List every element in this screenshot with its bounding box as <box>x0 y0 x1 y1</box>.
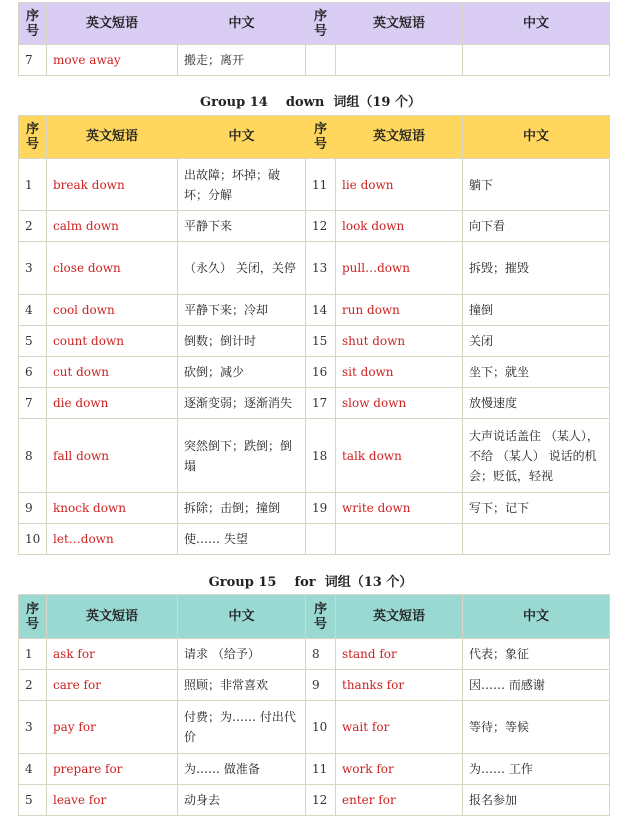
row-number: 4 <box>19 295 47 326</box>
chinese-meaning: 坐下；就坐 <box>463 357 610 388</box>
row-number <box>306 524 336 555</box>
table-row <box>19 357 610 388</box>
group-15-table <box>18 594 610 816</box>
chinese-meaning: 代表；象征 <box>463 639 610 670</box>
english-phrase: thanks for <box>336 670 463 701</box>
english-phrase: pay for <box>47 701 178 754</box>
table-row <box>19 295 610 326</box>
chinese-meaning: 放慢速度 <box>463 388 610 419</box>
row-number: 10 <box>306 701 336 754</box>
english-phrase: break down <box>47 159 178 211</box>
chinese-meaning: 搬走；离开 <box>178 45 306 76</box>
english-phrase: enter for <box>336 785 463 816</box>
group-14-table <box>18 115 610 555</box>
english-phrase: lie down <box>336 159 463 211</box>
chinese-meaning: 关闭 <box>463 326 610 357</box>
english-phrase: stand for <box>336 639 463 670</box>
english-phrase: cut down <box>47 357 178 388</box>
english-phrase: work for <box>336 754 463 785</box>
table-row <box>19 242 610 295</box>
header-meaning: 中文 <box>463 116 610 159</box>
header-row <box>19 3 610 45</box>
row-number: 11 <box>306 159 336 211</box>
row-number: 2 <box>19 211 47 242</box>
row-number: 3 <box>19 242 47 295</box>
header-phrase: 英文短语 <box>336 595 463 639</box>
chinese-meaning: 为…… 做准备 <box>178 754 306 785</box>
english-phrase: care for <box>47 670 178 701</box>
header-meaning: 中文 <box>463 3 610 45</box>
table-row <box>19 670 610 701</box>
table-row <box>19 45 610 76</box>
row-number: 1 <box>19 159 47 211</box>
top-table <box>18 2 610 76</box>
english-phrase: count down <box>47 326 178 357</box>
chinese-meaning: 使…… 失望 <box>178 524 306 555</box>
header-num: 序号 <box>306 595 336 639</box>
chinese-meaning: 等待；等候 <box>463 701 610 754</box>
row-number: 13 <box>306 242 336 295</box>
english-phrase: fall down <box>47 419 178 493</box>
english-phrase: die down <box>47 388 178 419</box>
english-phrase: run down <box>336 295 463 326</box>
chinese-meaning: 大声说话盖住 （某人），不给 （某人） 说话的机会；贬低，轻视 <box>463 419 610 493</box>
row-number: 7 <box>19 388 47 419</box>
chinese-meaning: 动身去 <box>178 785 306 816</box>
row-number: 7 <box>19 45 47 76</box>
row-number: 8 <box>19 419 47 493</box>
header-phrase: 英文短语 <box>336 3 463 45</box>
chinese-meaning <box>463 45 610 76</box>
header-phrase: 英文短语 <box>47 116 178 159</box>
chinese-meaning: 平静下来；冷却 <box>178 295 306 326</box>
table-row <box>19 159 610 211</box>
table-row <box>19 326 610 357</box>
header-meaning: 中文 <box>178 3 306 45</box>
row-number: 6 <box>19 357 47 388</box>
chinese-meaning: 撞倒 <box>463 295 610 326</box>
row-number: 14 <box>306 295 336 326</box>
row-number <box>306 45 336 76</box>
header-meaning: 中文 <box>178 116 306 159</box>
chinese-meaning: 倒数；倒计时 <box>178 326 306 357</box>
header-row <box>19 116 610 159</box>
chinese-meaning: 拆毁；摧毁 <box>463 242 610 295</box>
row-number: 19 <box>306 493 336 524</box>
group-14-title: Group 14 down 词组（19 个） <box>200 95 421 110</box>
english-phrase <box>336 45 463 76</box>
table-row <box>19 754 610 785</box>
english-phrase: talk down <box>336 419 463 493</box>
english-phrase: move away <box>47 45 178 76</box>
table-row <box>19 785 610 816</box>
english-phrase: prepare for <box>47 754 178 785</box>
chinese-meaning: 因…… 而感谢 <box>463 670 610 701</box>
english-phrase: pull…down <box>336 242 463 295</box>
english-phrase: shut down <box>336 326 463 357</box>
header-row <box>19 595 610 639</box>
table-row <box>19 388 610 419</box>
english-phrase: calm down <box>47 211 178 242</box>
group-15-title: Group 15 for 词组（13 个） <box>208 575 413 590</box>
header-num: 序号 <box>19 116 47 159</box>
chinese-meaning: 报名参加 <box>463 785 610 816</box>
header-phrase: 英文短语 <box>47 3 178 45</box>
table-row <box>19 701 610 754</box>
row-number: 10 <box>19 524 47 555</box>
row-number: 17 <box>306 388 336 419</box>
chinese-meaning: 躺下 <box>463 159 610 211</box>
chinese-meaning: 突然倒下；跌倒；倒塌 <box>178 419 306 493</box>
english-phrase: ask for <box>47 639 178 670</box>
chinese-meaning: 为…… 工作 <box>463 754 610 785</box>
chinese-meaning: 写下；记下 <box>463 493 610 524</box>
header-meaning: 中文 <box>463 595 610 639</box>
english-phrase: cool down <box>47 295 178 326</box>
row-number: 9 <box>19 493 47 524</box>
english-phrase: write down <box>336 493 463 524</box>
chinese-meaning: 平静下来 <box>178 211 306 242</box>
row-number: 11 <box>306 754 336 785</box>
row-number: 1 <box>19 639 47 670</box>
header-num: 序号 <box>19 595 47 639</box>
row-number: 18 <box>306 419 336 493</box>
chinese-meaning: 砍倒；减少 <box>178 357 306 388</box>
table-row <box>19 639 610 670</box>
header-num: 序号 <box>306 116 336 159</box>
chinese-meaning: 拆除；击倒；撞倒 <box>178 493 306 524</box>
english-phrase: look down <box>336 211 463 242</box>
row-number: 8 <box>306 639 336 670</box>
header-phrase: 英文短语 <box>47 595 178 639</box>
chinese-meaning <box>463 524 610 555</box>
english-phrase: wait for <box>336 701 463 754</box>
chinese-meaning: 请求 （给予） <box>178 639 306 670</box>
header-meaning: 中文 <box>178 595 306 639</box>
row-number: 5 <box>19 326 47 357</box>
table-row <box>19 524 610 555</box>
chinese-meaning: 向下看 <box>463 211 610 242</box>
english-phrase: slow down <box>336 388 463 419</box>
row-number: 3 <box>19 701 47 754</box>
table-row <box>19 419 610 493</box>
chinese-meaning: 照顾；非常喜欢 <box>178 670 306 701</box>
header-num: 序号 <box>306 3 336 45</box>
row-number: 4 <box>19 754 47 785</box>
chinese-meaning: 付费；为…… 付出代价 <box>178 701 306 754</box>
english-phrase: knock down <box>47 493 178 524</box>
row-number: 9 <box>306 670 336 701</box>
english-phrase: close down <box>47 242 178 295</box>
chinese-meaning: 逐渐变弱；逐渐消失 <box>178 388 306 419</box>
table-row <box>19 493 610 524</box>
row-number: 12 <box>306 785 336 816</box>
row-number: 15 <box>306 326 336 357</box>
header-num: 序号 <box>19 3 47 45</box>
row-number: 16 <box>306 357 336 388</box>
chinese-meaning: （永久） 关闭，关停 <box>178 242 306 295</box>
row-number: 5 <box>19 785 47 816</box>
english-phrase <box>336 524 463 555</box>
english-phrase: leave for <box>47 785 178 816</box>
english-phrase: sit down <box>336 357 463 388</box>
chinese-meaning: 出故障；坏掉；破坏；分解 <box>178 159 306 211</box>
header-phrase: 英文短语 <box>336 116 463 159</box>
row-number: 2 <box>19 670 47 701</box>
table-row <box>19 211 610 242</box>
english-phrase: let…down <box>47 524 178 555</box>
row-number: 12 <box>306 211 336 242</box>
